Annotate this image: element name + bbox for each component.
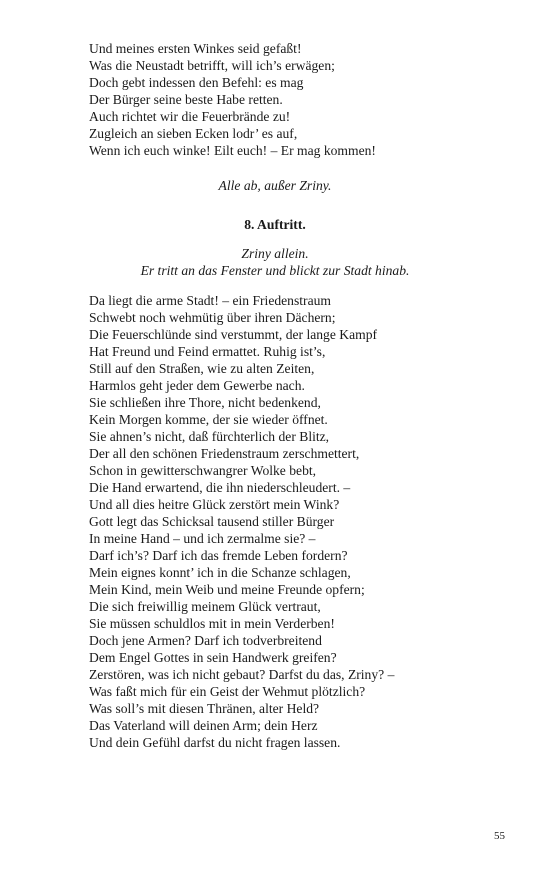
verse-line: Und dein Gefühl darfst du nicht fragen lassen. (89, 735, 341, 750)
verse-line: Das Vaterland will deinen Arm; dein Herz (89, 718, 318, 733)
verse-line: Wenn ich euch winke! Eilt euch! – Er mag kommen! (89, 143, 376, 158)
verse-block-2 (89, 292, 489, 751)
verse-line: Still auf den Straßen, wie zu alten Zeiten, (89, 361, 315, 376)
stage-direction-line: Er tritt an das Fenster und blickt zur Stadt hinab. (140, 263, 410, 278)
verse-line: Schwebt noch wehmütig über ihren Dächern; (89, 310, 336, 325)
stage-exit-direction: Alle ab, außer Zriny. (218, 178, 332, 193)
verse-line: Der Bürger seine beste Habe retten. (89, 92, 283, 107)
verse-line: Sie müssen schuldlos mit in mein Verderben! (89, 616, 335, 631)
verse-line: Mein Kind, mein Weib und meine Freunde opfern; (89, 582, 365, 597)
verse-line: Was soll’s mit diesen Thränen, alter Held? (89, 701, 320, 716)
verse-line: Sie schließen ihre Thore, nicht bedenkend, (89, 395, 321, 410)
verse-line: Schon in gewitterschwangrer Wolke bebt, (89, 463, 317, 478)
verse-line: In meine Hand – und ich zermalme sie? – (89, 531, 316, 546)
verse-line: Sie ahnen’s nicht, daß fürchterlich der Blitz, (89, 429, 330, 444)
verse-line: Auch richtet wir die Feuerbrände zu! (89, 109, 291, 124)
verse-line: Doch jene Armen? Darf ich todverbreitend (89, 633, 322, 648)
verse-line: Die sich freiwillig meinem Glück vertraut, (89, 599, 321, 614)
verse-line: Kein Morgen komme, der sie wieder öffnet. (89, 412, 328, 427)
verse-line: Die Feuerschlünde sind verstummt, der lange Kampf (89, 327, 378, 342)
verse-line: Die Hand erwartend, die ihn niederschleudert. – (89, 480, 351, 495)
verse-line: Mein eignes konnt’ ich in die Schanze schlagen, (89, 565, 351, 580)
verse-line: Und all dies heitre Glück zerstört mein Wink? (89, 497, 340, 512)
verse-line: Darf ich’s? Darf ich das fremde Leben fordern? (89, 548, 348, 563)
verse-line: Der all den schönen Friedenstraum zerschmettert, (89, 446, 360, 461)
verse-line: Harmlos geht jeder dem Gewerbe nach. (89, 378, 305, 393)
verse-line: Doch gebt indessen den Befehl: es mag (89, 75, 304, 90)
verse-block-1 (89, 40, 489, 159)
stage-direction (0, 245, 550, 279)
stage-direction-line: Zriny allein. (241, 246, 309, 261)
verse-line: Gott legt das Schicksal tausend stiller Bürger (89, 514, 335, 529)
verse-line: Und meines ersten Winkes seid gefaßt! (89, 41, 302, 56)
verse-line: Zerstören, was ich nicht gebaut? Darfst du das, Zriny? – (89, 667, 395, 682)
page-number: 55 (494, 830, 505, 842)
verse-line: Dem Engel Gottes in sein Handwerk greifen? (89, 650, 337, 665)
verse-line: Zugleich an sieben Ecken lodr’ es auf, (89, 126, 298, 141)
verse-line: Hat Freund und Feind ermattet. Ruhig ist’s, (89, 344, 326, 359)
scene-heading: 8. Auftritt. (244, 217, 306, 232)
verse-line: Was die Neustadt betrifft, will ich’s erwägen; (89, 58, 335, 73)
verse-line: Was faßt mich für ein Geist der Wehmut plötzlich? (89, 684, 366, 699)
verse-line: Da liegt die arme Stadt! – ein Friedenstraum (89, 293, 331, 308)
